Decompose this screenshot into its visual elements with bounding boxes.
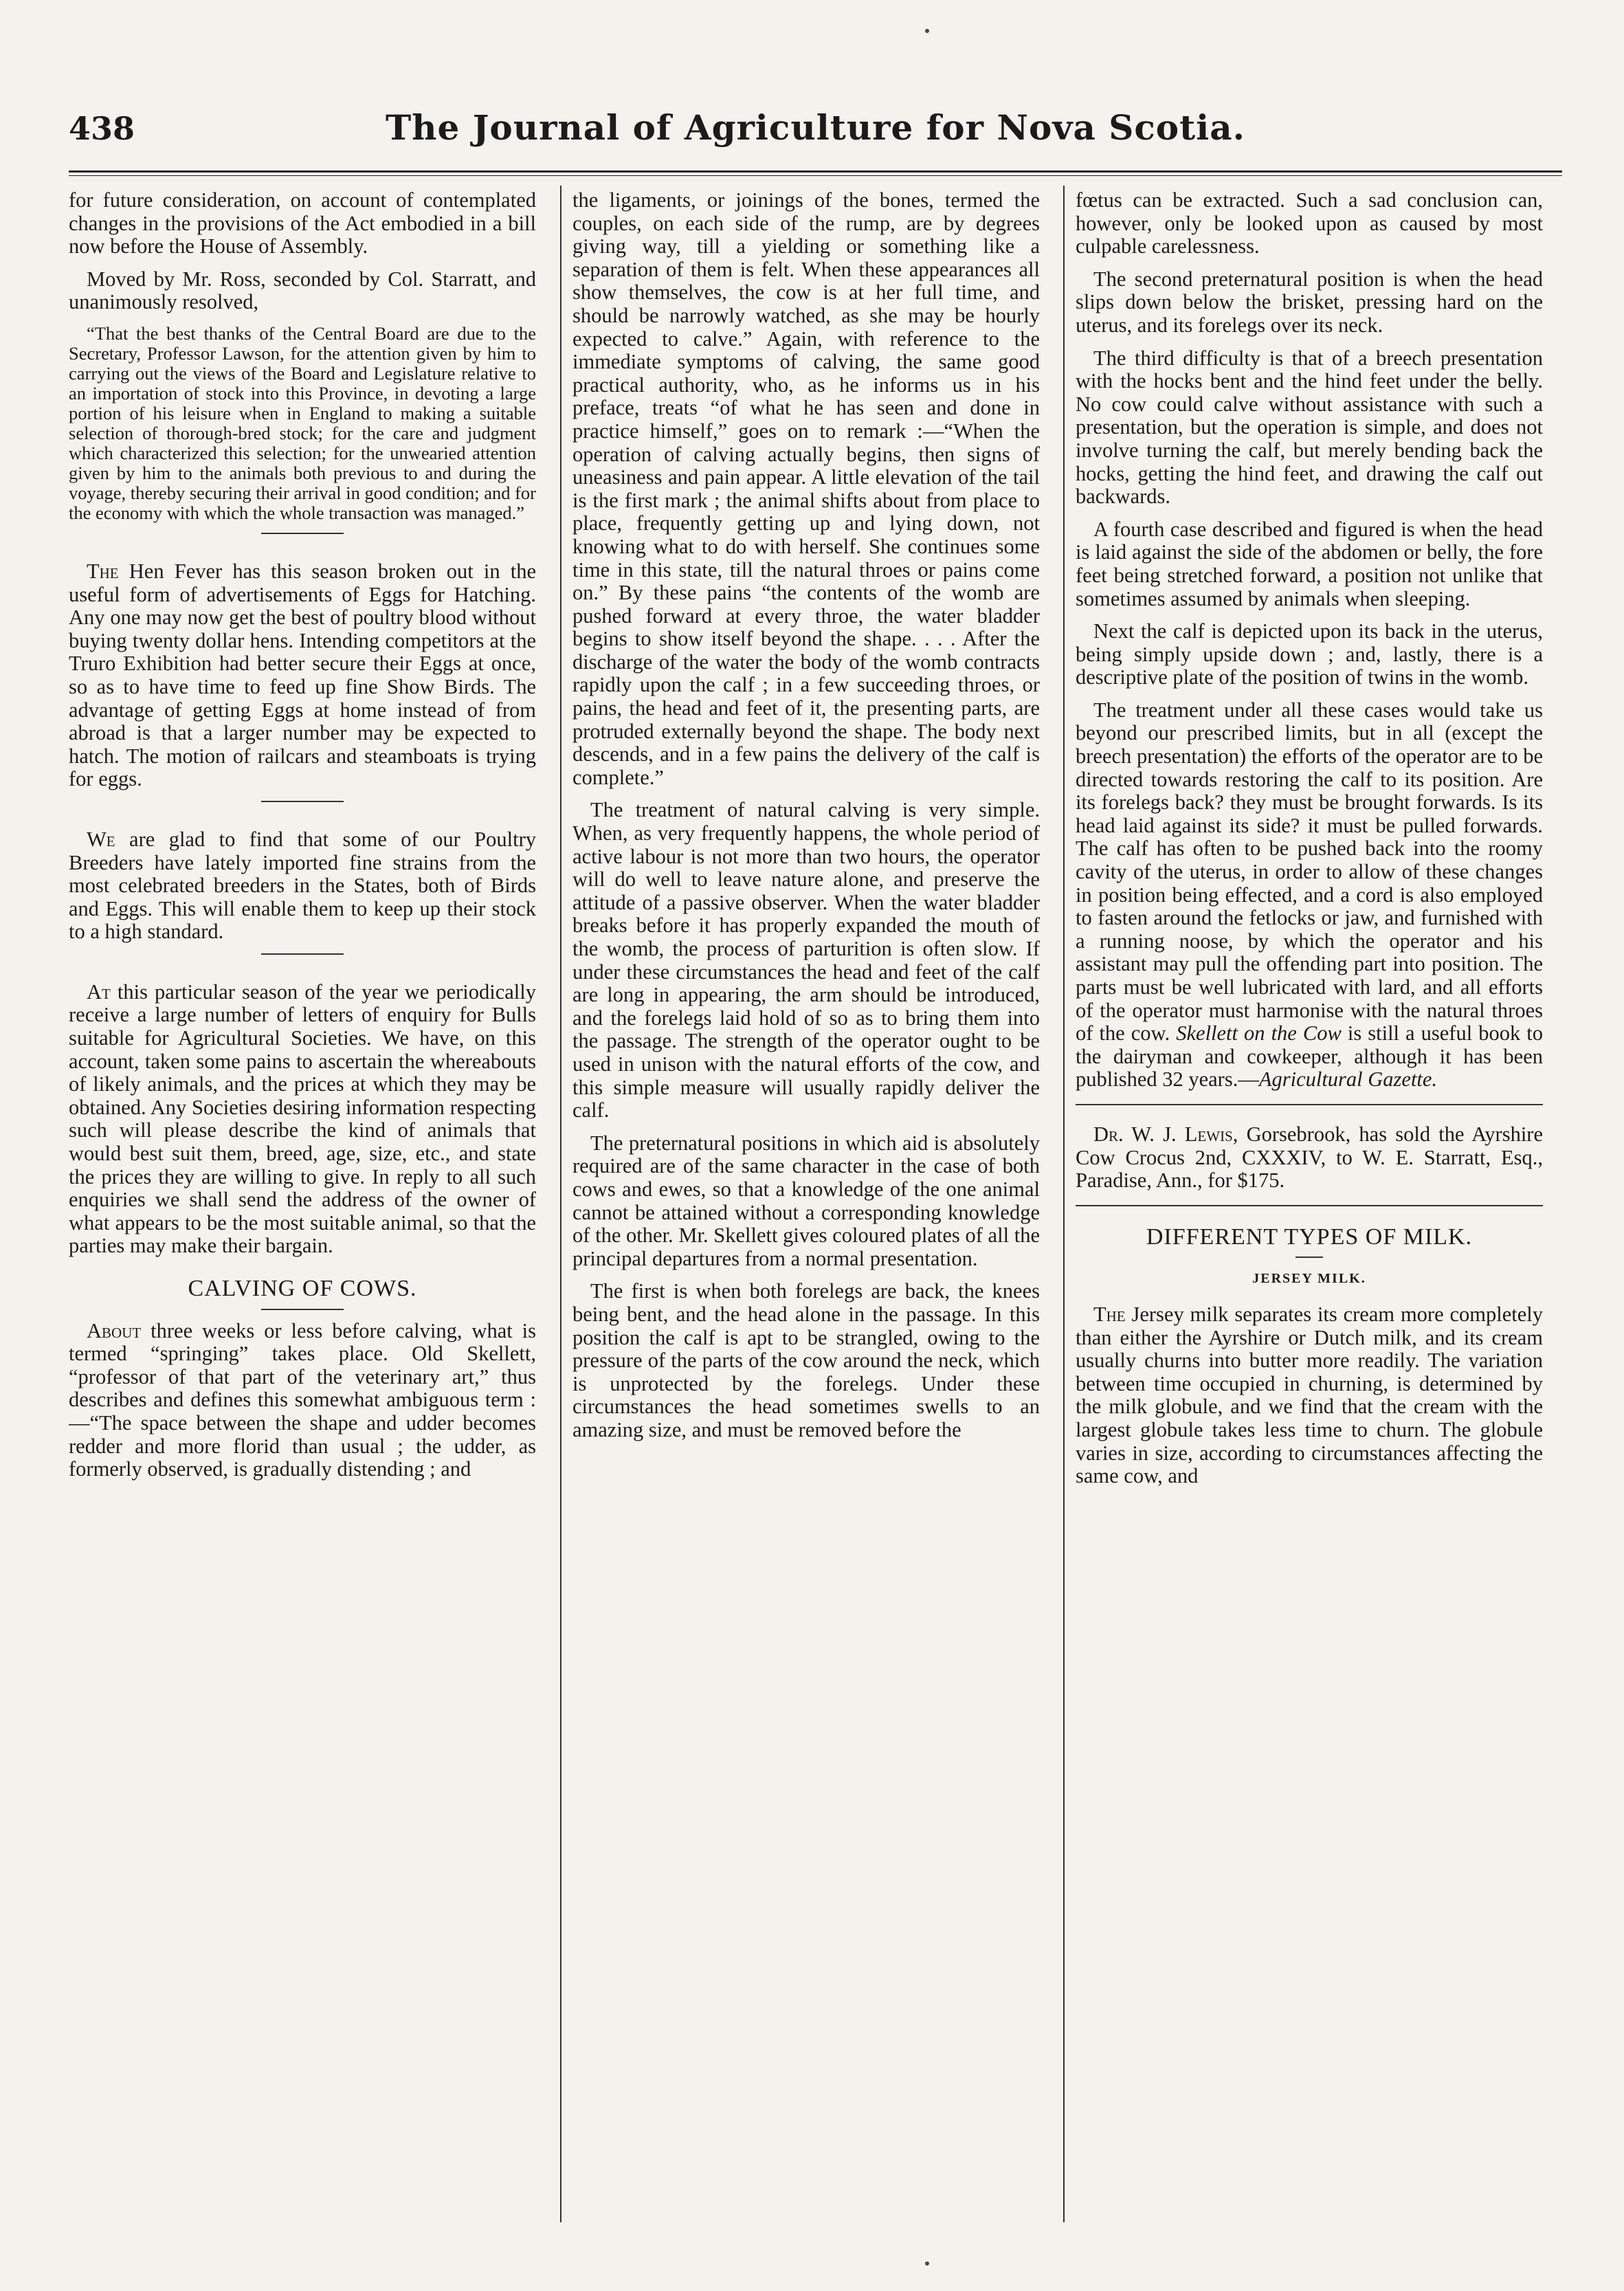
column-left [69, 189, 536, 2250]
lead-word: We [87, 827, 115, 851]
section-title-calving: CALVING OF COWS. [188, 1276, 417, 1301]
column-right [1076, 189, 1543, 2250]
section-rule [261, 801, 344, 802]
source-citation: Agricultural Gazette. [1258, 1067, 1438, 1092]
section-rule [1076, 1205, 1543, 1206]
paragraph-body: are glad to find that some of our Poultry Breeders have lately imported fine strains from the most celebrated breeders in the States, both of Birds and Eggs. This will enable them to keep up their stock to a high standard. [69, 827, 536, 944]
poultry-paragraph [69, 828, 536, 944]
paragraph: for future consideration, on account of contemplated changes in the provisions of the Act embodied in a bill now before the House of Assembly. [69, 189, 536, 258]
lead-word: At [87, 980, 111, 1004]
paragraph: The second preternatural position is when the head slips down below the brisket, pressing hard on the uterus, and its forelegs over its neck. [1076, 267, 1543, 337]
paragraph-body: this particular season of the year we periodically receive a large number of letters of enquiry for Bulls suitable for Agricultural Societies. We have, on this account, taken some pains to ascertain the whereabouts of likely animals, and the prices at which they may be obtained. Any Societies desiring information respecting such will please describe the kind of animals that would best suit them, breed, age, size, etc., and state the prices they are willing to give. In reply to all such enquiries we shall send the address of the owner of what appears to be the most suitable animal, so that the parties may make their bargain. [69, 980, 536, 1258]
hen-fever-paragraph [69, 560, 536, 791]
section-rule [261, 533, 344, 534]
section-rule [1295, 1257, 1323, 1258]
section-rule [261, 953, 344, 955]
journal-title: The Journal of Agriculture for Nova Scotia. [385, 107, 1246, 148]
paragraph: The first is when both forelegs are back, the knees being bent, and the head alone in the passage. In this position the calf is apt to be strangled, owing to the pressure of the parts of the cow around the neck, which is unprotected by the forelegs. Under these circumstances the head sometimes swells to an amazing size, and must be removed before the [572, 1279, 1040, 1441]
bulls-paragraph [69, 981, 536, 1258]
top-dot [925, 29, 929, 33]
paragraph: The treatment of natural calving is very simple. When, as very frequently happens, the whole period of active labour is not more than two hours, the operator will do well to leave nature alone, and preserve the attitude of a passive observer. When the water bladder breaks before it has properly expanded the mouth of the womb, the process of parturition is often slow. If under these circumstances the head and feet of the calf are long in appearing, the arm should be introduced, and the forelegs laid hold of so as to bring them into the passage. The strength of the operator ought to be used in unison with the natural efforts of the cow, and this simple measure will usually rapidly deliver the calf. [572, 798, 1040, 1122]
column-middle [572, 189, 1040, 2250]
paragraph-body: , Gorsebrook, has sold the Ayrshire Cow Crocus 2nd, CXXXIV, to W. E. Starratt, Esq., Paradise, Ann., for $175. [1076, 1122, 1543, 1193]
paragraph-body: The treatment under all these cases would take us beyond our prescribed limits, but in all (except the breech presentation) the efforts of the operator are to be directed towards restoring the calf to its position. Are its forelegs back? they must be brought forwards. Is its head laid against its side? it must be pulled forwards. The calf has often to be pushed back into the roomy cavity of the uterus, in order to allow of these changes in position being effected, and a cord is also employed to fasten around the fetlocks or jaw, and furnished with a running noose, by which the operator and his assistant may pull the offending part into position. The parts must be well lubricated with lard, and all efforts of the operator must harmonise with the natural throes of the cow. [1076, 698, 1543, 1045]
lead-word: The [1093, 1302, 1126, 1326]
paragraph: fœtus can be extracted. Such a sad conclusion can, however, only be looked upon as caused by most culpable carelessness. [1076, 189, 1543, 258]
paragraph-body: three weeks or less before calving, what is termed “springing” takes place. Old Skellett, “professor of that part of the veterinary art,” thus describes and defines this somewhat ambiguous term :—“The space between the shape and udder becomes redder and more florid than usual ; the udder, as formerly observed, is gradually distending ; and [69, 1318, 536, 1481]
paragraph-body: Hen Fever has this season broken out in the useful form of advertisements of Eggs for Hatching. Any one may now get the best of poultry blood without buying twenty dollar hens. Intending competitors at the Truro Exhibition had better secure their Eggs at once, so as to have time to feed up fine Show Birds. The advantage of getting Eggs at home instead of from abroad is that a larger number may be expected to hatch. The motion of railcars and steamboats is trying for eggs. [69, 559, 536, 791]
paragraph-body: is still a useful book to the dairyman and cowkeeper, although it has been published 32 years.— [1076, 1021, 1543, 1092]
header-rule [69, 170, 1562, 176]
sale-notice [1076, 1123, 1543, 1193]
paragraph [1076, 699, 1543, 1092]
paragraph: the ligaments, or joinings of the bones, termed the couples, on each side of the rump, are by degrees giving way, till a yielding or something like a separation of them is felt. When these appearances all show themselves, the cow is at her full time, and should be narrowly watched, as she may be hourly expected to calve.” Again, with reference to the immediate symptoms of calving, the same good practical authority, who, as he informs us in his preface, treats “of what he has seen and done in practice himself,” goes on to remark :—“When the operation of calving actually begins, then signs of uneasiness and pain appear. A little elevation of the tail is the first mark ; the animal shifts about from place to place, frequently getting up and lying down, not knowing what to do with herself. She continues some time in this state, till the natural throes or pains come on.” By these pains “the contents of the womb are pushed forward at every throe, the water bladder begins to show itself beyond the shape. . . . After the discharge of the water the body of the womb contracts rapidly upon the calf ; in a few succeeding throes, or pains, the head and feet of it, the presenting parts, are protruded externally beyond the shape. The body next descends, and in a few pains the delivery of the calf is complete.” [572, 189, 1040, 789]
paragraph: The third difficulty is that of a breech presentation with the hocks bent and the hind feet under the belly. No cow could calve without assistance with such a presentation, but the operation is simple, and does not involve turning the calf, but merely bending back the hocks, getting the hind feet, and drawing the calf out backwards. [1076, 346, 1543, 509]
paragraph: A fourth case described and figured is when the head is laid against the side of the abdomen or belly, the fore feet being stretched forward, a position not unlike that sometimes assumed by animals when sleeping. [1076, 517, 1543, 610]
lead-name: Dr. W. J. Lewis [1093, 1122, 1233, 1146]
book-title: Skellett on the Cow [1176, 1021, 1342, 1045]
calving-paragraph [69, 1320, 536, 1481]
section-rule [1076, 1104, 1543, 1105]
subsection-title-jersey: JERSEY MILK. [1252, 1271, 1366, 1287]
paragraph-body: Jersey milk separates its cream more completely than either the Ayrshire or Dutch milk, and its cream usually churns into butter more readily. The variation between time occupied in churning, is determined by the milk globule, and we find that the cream with the largest globule takes less time to churn. The globule varies in size, according to circumstances affecting the same cow, and [1076, 1302, 1543, 1488]
lead-word: The [87, 559, 119, 583]
bottom-dot [925, 2261, 929, 2266]
paragraph: Next the calf is depicted upon its back in the uterus, being simply upside down ; and, lastly, there is a descriptive plate of the position of twins in the womb. [1076, 619, 1543, 689]
paragraph: Moved by Mr. Ross, seconded by Col. Starratt, and unanimously resolved, [69, 267, 536, 314]
jersey-paragraph [1076, 1303, 1543, 1488]
lead-word: About [87, 1318, 142, 1342]
column-divider [560, 186, 561, 2222]
paragraph: The preternatural positions in which aid is absolutely required are of the same character in the case of both cows and ewes, so that a knowledge of the one animal cannot be attained without a corresponding knowledge of the other. Mr. Skellett gives coloured plates of all the principal departures from a normal presentation. [572, 1131, 1040, 1270]
section-title-milk: DIFFERENT TYPES OF MILK. [1146, 1224, 1473, 1250]
page-header [69, 107, 1562, 165]
page-number: 438 [69, 110, 135, 147]
resolution-quote: “That the best thanks of the Central Board are due to the Secretary, Professor Lawson, for the attention given by him to carrying out the views of the Board and Legislature relative to an importation of stock into this Province, in devoting a large portion of his leisure when in England to making a suitable selection of thorough-bred stock; for the care and judgment which characterized this selection; for the unwearied attention given by him to the animals both previous to and during the voyage, thereby securing their arrival in good condition; and for the economy with which the whole transaction was managed.” [69, 322, 536, 523]
section-rule [261, 1309, 344, 1310]
column-divider [1063, 186, 1065, 2222]
